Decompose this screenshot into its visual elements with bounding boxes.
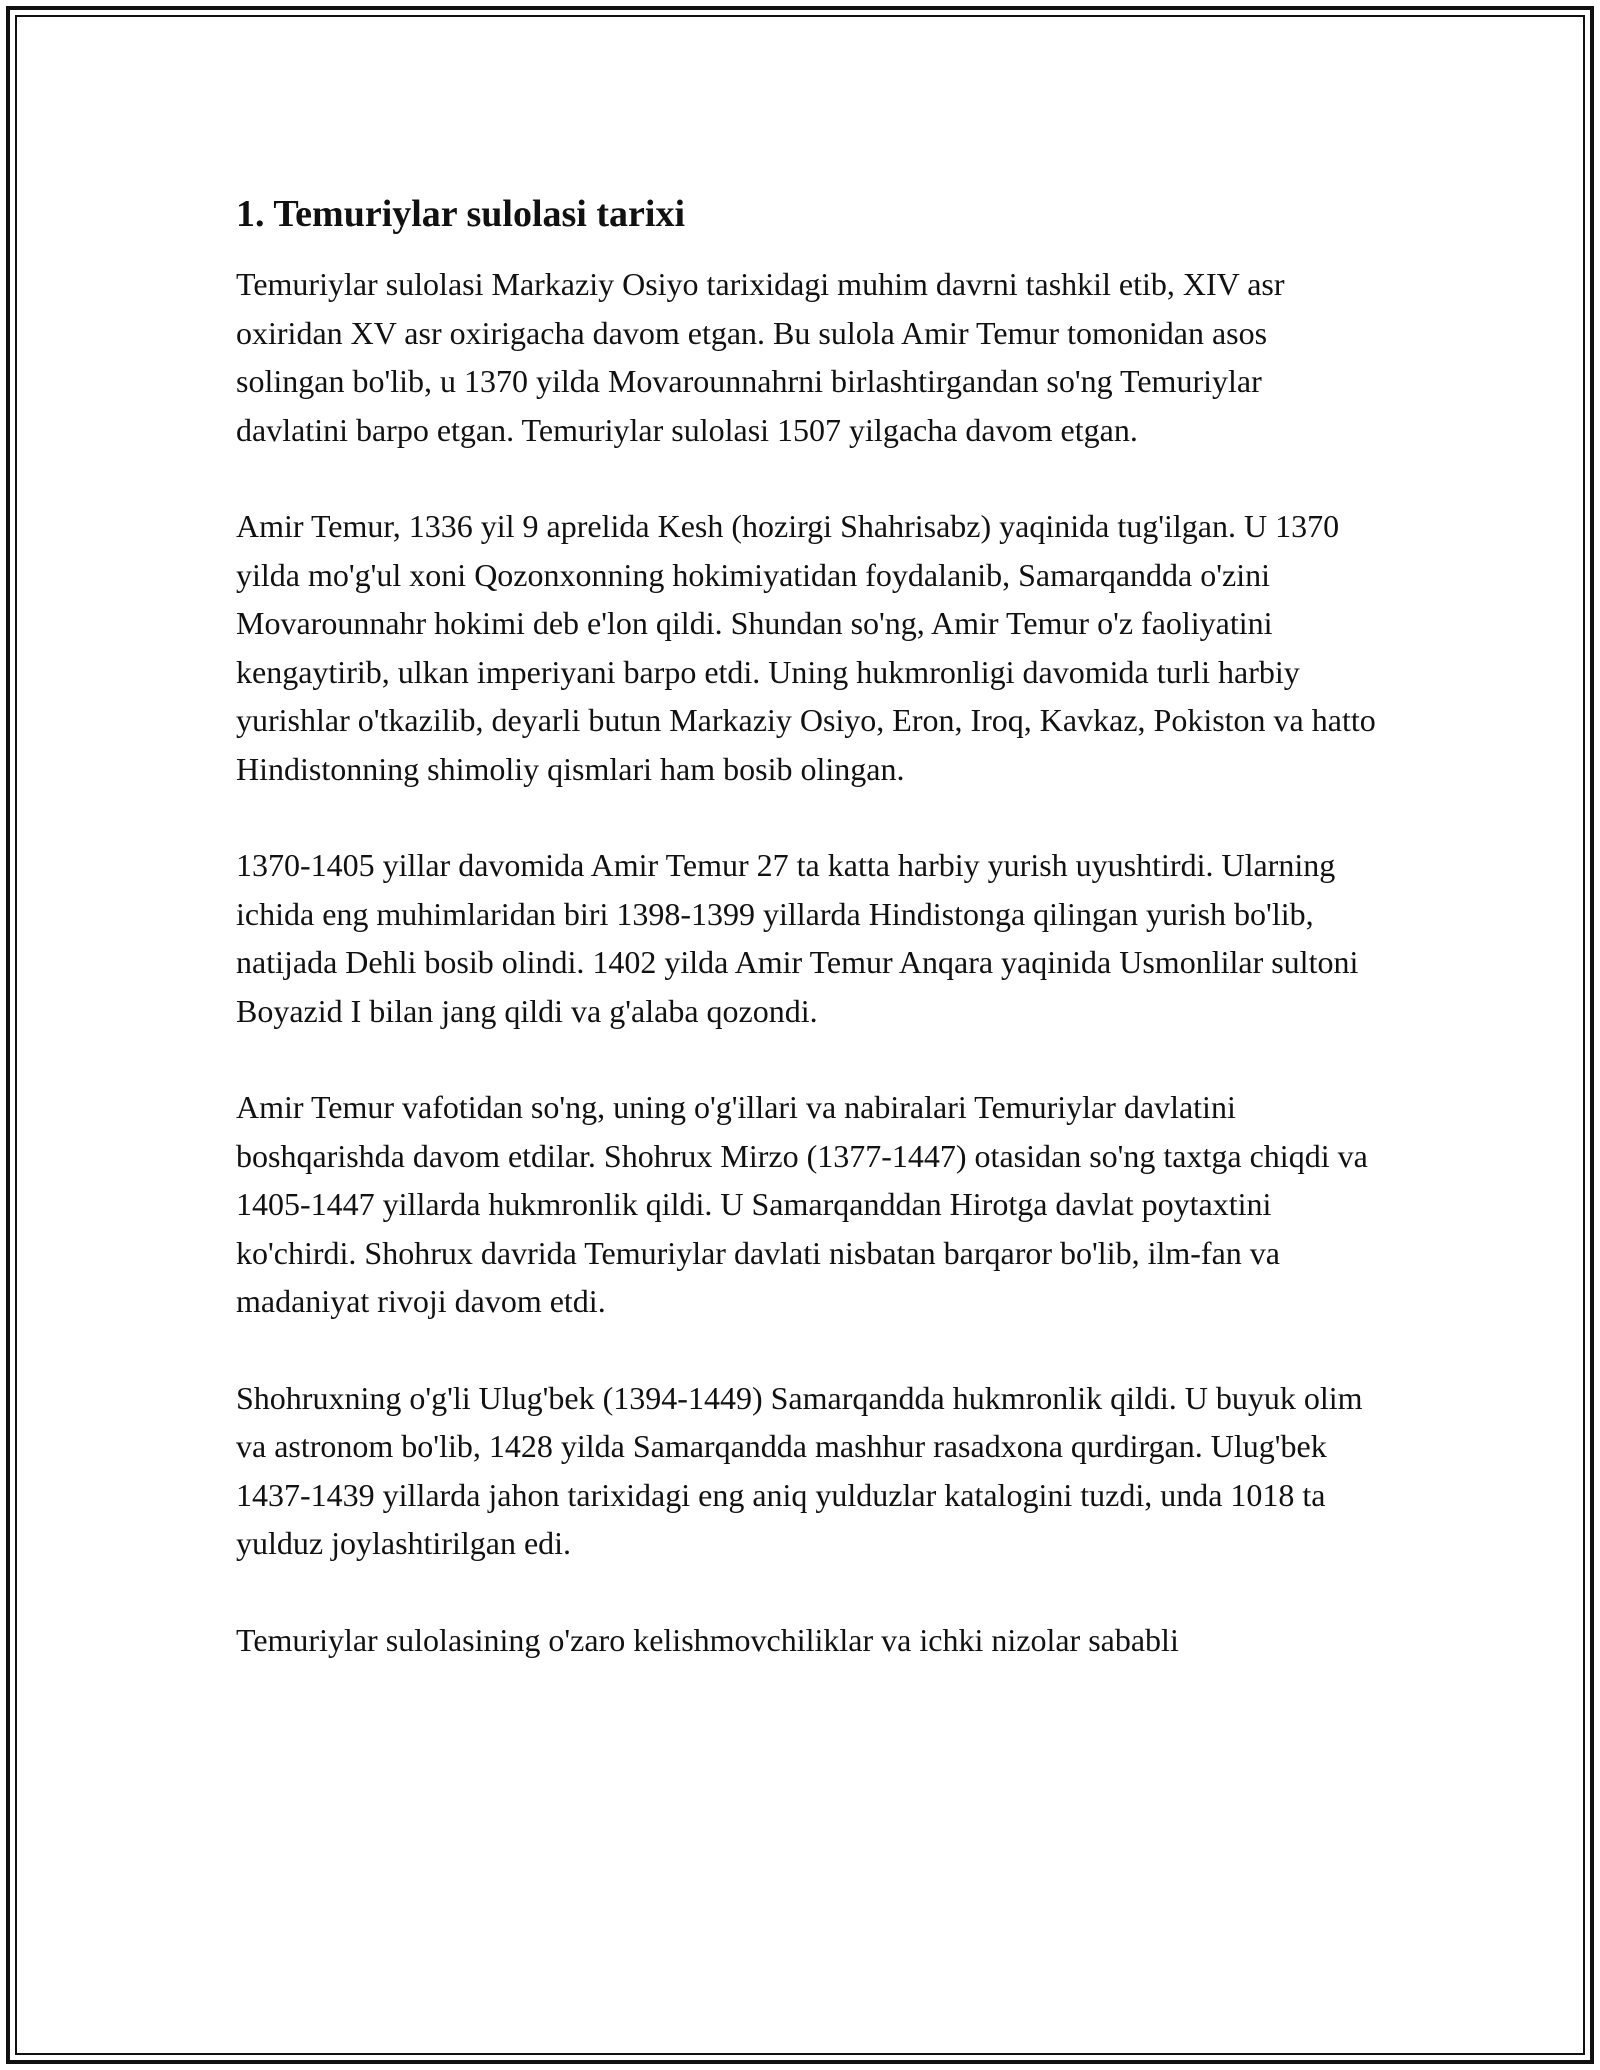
document-body [236, 188, 1376, 1712]
paragraph-campaigns: 1370-1405 yillar davomida Amir Temur 27 ta katta harbiy yurish uyushtirdi. Ularning ichida eng muhimlaridan biri 1398-1399 yillarda Hindistonga qilingan yurish bo'lib, natijada Dehli bosib olindi. 1402 yilda Amir Temur Anqara yaqinida Usmonlilar sultoni Boyazid I bilan jang qildi va g'alaba qozondi. [236, 847, 1359, 1029]
paragraph-shohrux: Amir Temur vafotidan so'ng, uning o'g'illari va nabiralari Temuriylar davlatini boshqarishda davom etdilar. Shohrux Mirzo (1377-1447) otasidan so'ng taxtga chiqdi va 1405-1447 yillarda hukmronlik qildi. U Samarqanddan Hirotga davlat poytaxtini ko'chirdi. Shohrux davrida Temuriylar davlati nisbatan barqaror bo'lib, ilm-fan va madaniyat rivoji davom etdi. [236, 1089, 1368, 1319]
paragraph-intro: Temuriylar sulolasi Markaziy Osiyo tarixidagi muhim davrni tashkil etib, XIV asr oxiridan XV asr oxirigacha davom etgan. Bu sulola Amir Temur tomonidan asos solingan bo'lib, u 1370 yilda Movarounnahrni birlashtirgandan so'ng Temuriylar davlatini barpo etgan. Temuriylar sulolasi 1507 yilgacha davom etgan. [236, 266, 1285, 448]
paragraph-ulugbek: Shohruxning o'g'li Ulug'bek (1394-1449) Samarqandda hukmronlik qildi. U buyuk olim va astronom bo'lib, 1428 yilda Samarqandda mashhur rasadxona qurdirgan. Ulug'bek 1437-1439 yillarda jahon tarixidagi eng aniq yulduzlar katalogini tuzdi, unda 1018 ta yulduz joylashtirilgan edi. [236, 1379, 1363, 1561]
paragraph-amir-temur: Amir Temur, 1336 yil 9 aprelida Kesh (hozirgi Shahrisabz) yaqinida tug'ilgan. U 1370 yilda mo'g'ul xoni Qozonxonning hokimiyatidan foydalanib, Samarqandda o'zini Movarounnahr hokimi deb e'lon qildi. Shundan so'ng, Amir Temur o'z faoliyatini kengaytirib, ulkan imperiyani barpo etdi. Uning hukmronligi davomida turli harbiy yurishlar o'tkazilib, deyarli butun Markaziy Osiyo, Eron, Iroq, Kavkaz, Pokiston va hatto Hindistonning shimoliy qismlari ham bosib olingan. [236, 508, 1376, 787]
paragraph-decline: Temuriylar sulolasining o'zaro kelishmovchiliklar va ichki nizolar sababli [236, 1621, 1179, 1658]
document-title: 1. Temuriylar sulolasi tarixi [236, 193, 686, 235]
